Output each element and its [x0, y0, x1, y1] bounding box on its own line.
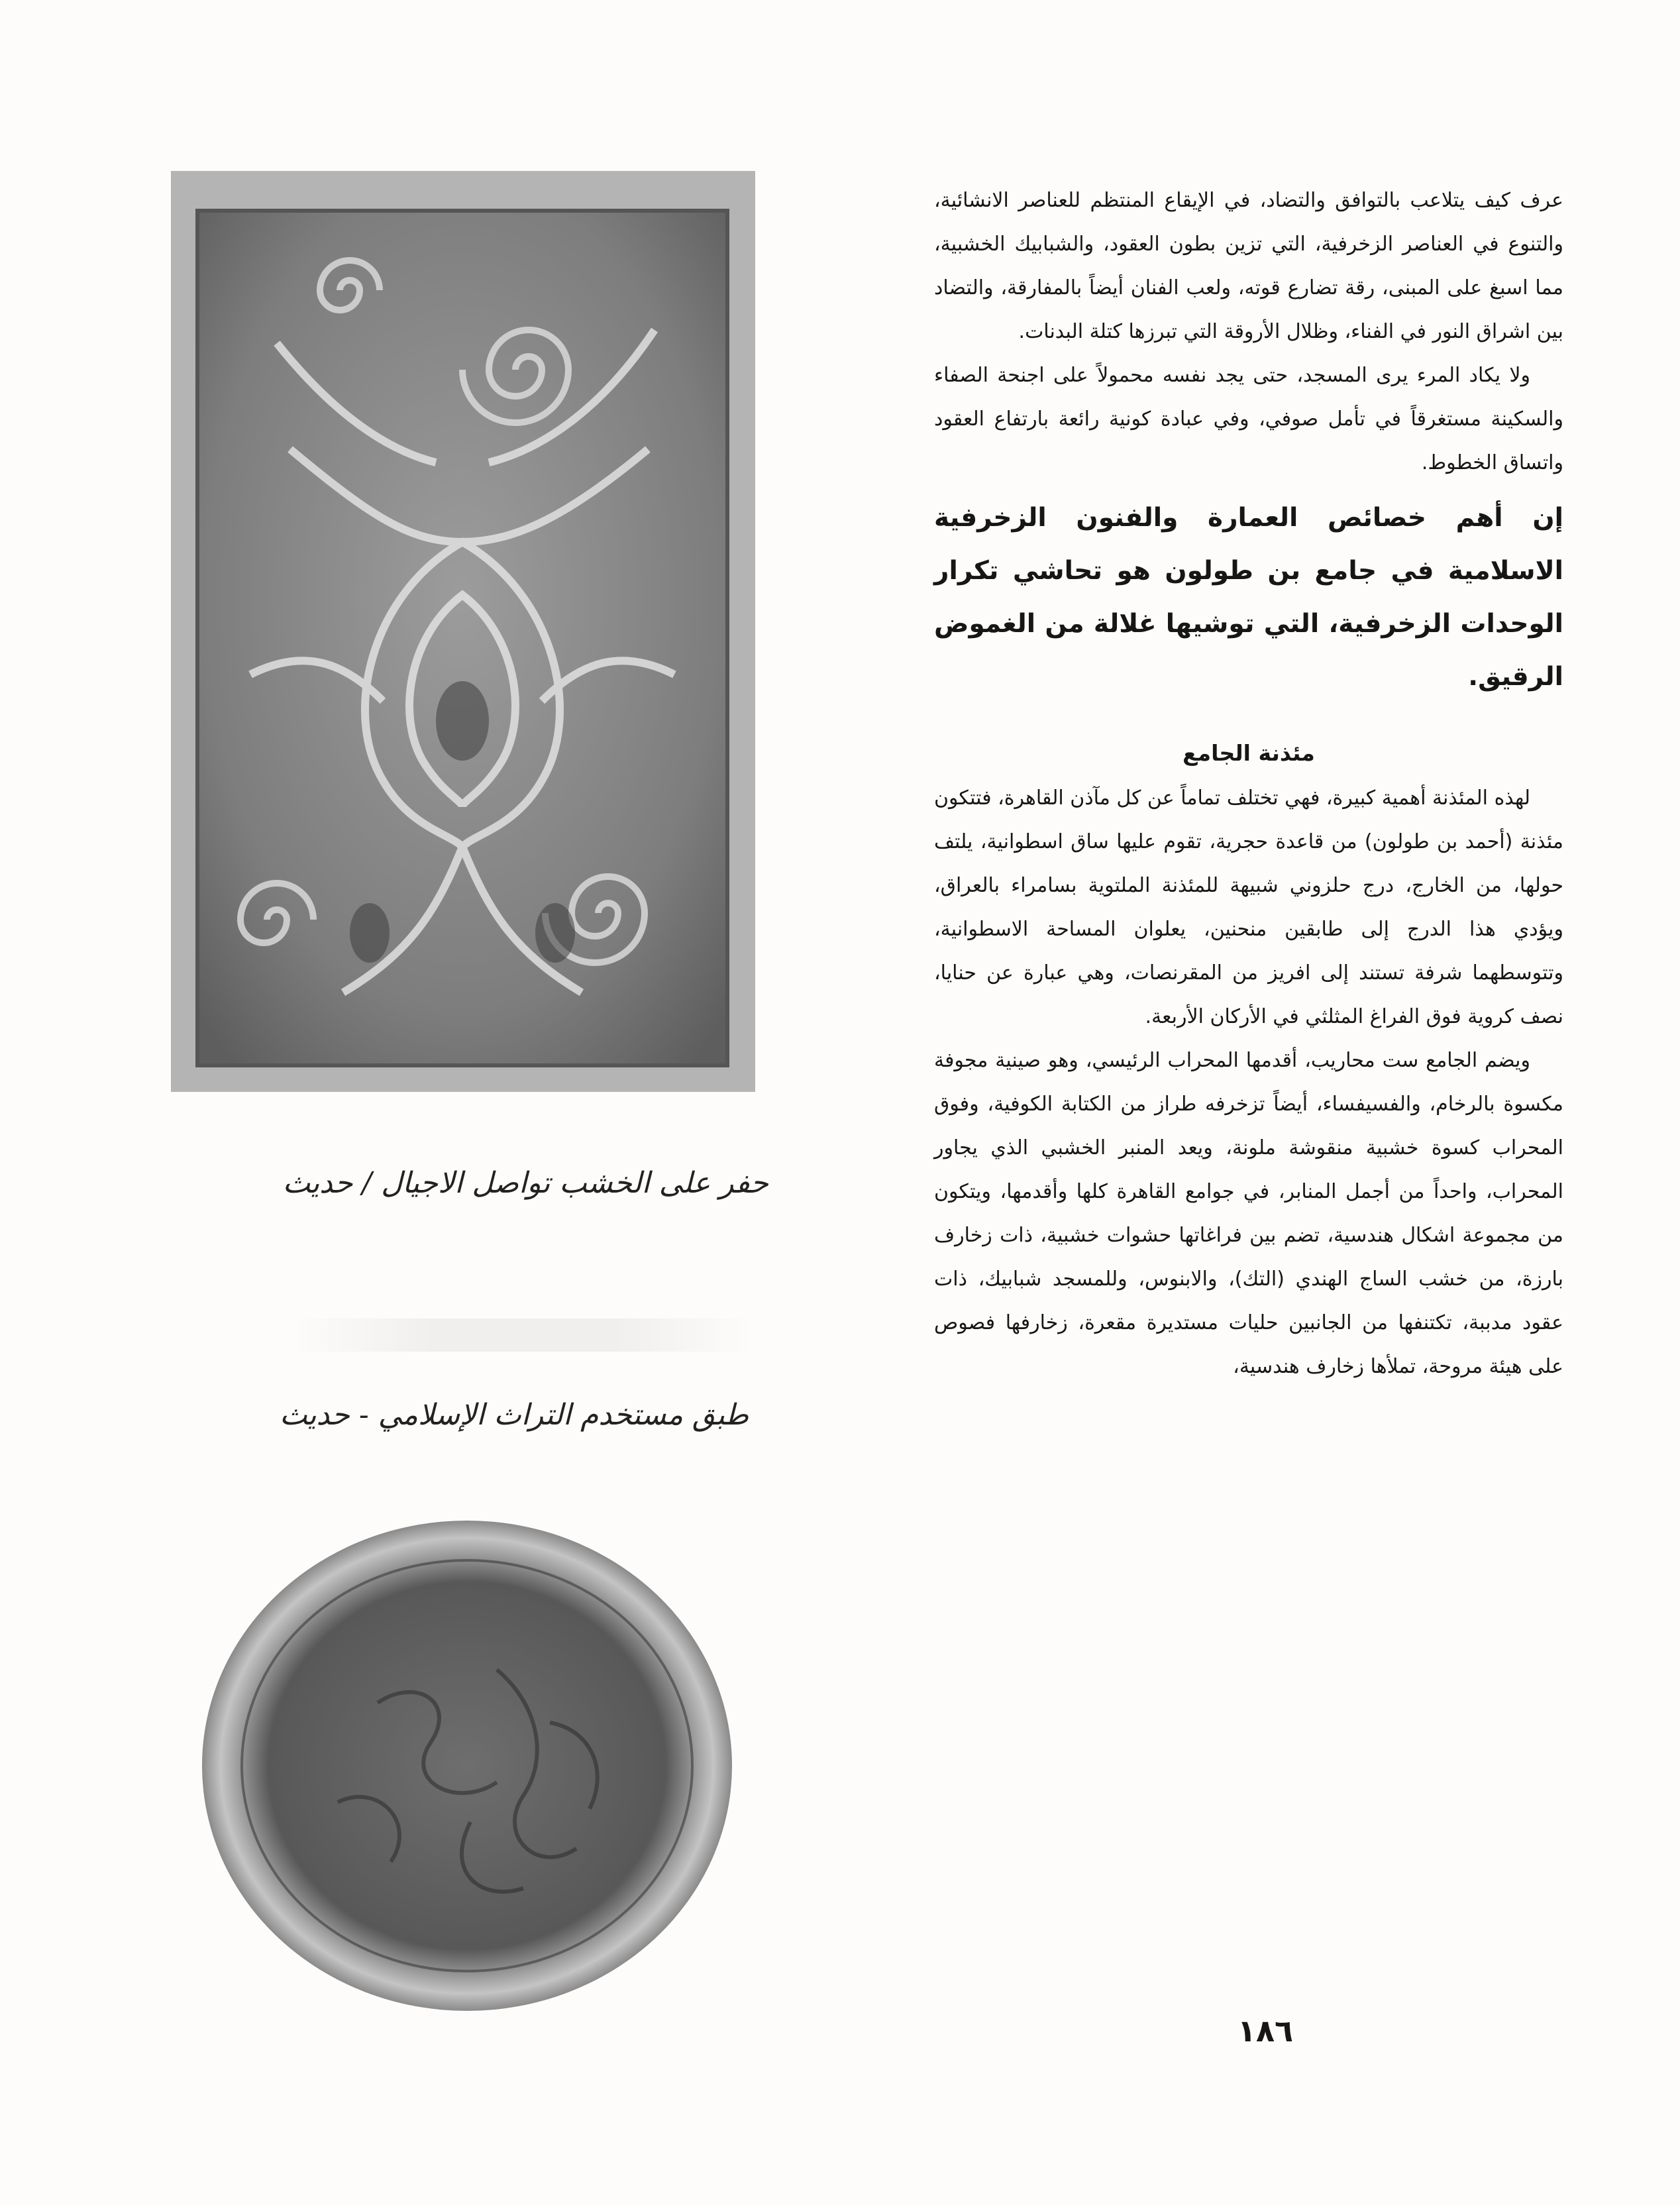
panel-caption: حفر على الخشب تواصل الاجيال / حديث	[282, 1166, 768, 1200]
page-number: ١٨٦	[1237, 2013, 1294, 2049]
decorated-plate-photo	[179, 1504, 755, 2027]
article-paragraph: عرف كيف يتلاعب بالتوافق والتضاد، في الإيقاع المنتظم للعناصر الانشائية، والتنوع في العناصر الزخرفية، التي تزين بطون العقود، والشبابيك الخشبية، مما اسبغ على المبنى، رقة تضارع قوته، ولعب الفنان أيضاً بالمفارقة، والتضاد بين اشراق النور في الفناء، وظلال الأروقة التي تبرزها كتلة البدنات.	[934, 189, 1563, 343]
emphasis-paragraph: إن أهم خصائص العمارة والفنون الزخرفية الاسلامية في جامع بن طولون هو تحاشي تكرار الوحدات الزخرفية، التي توشيها غلالة من الغموض الرقيق.	[934, 503, 1563, 692]
article-paragraph: لهذه المئذنة أهمية كبيرة، فهي تختلف تماماً عن كل مآذن القاهرة، فتتكون مئذنة (أحمد بن طولون) من قاعدة حجرية، تقوم عليها ساق اسطوانية، يلتف حولها، من الخارج، درج حلزوني شبيهة للمئذنة الملتوية بسامراء بالعراق، ويؤدي هذا الدرج إلى طابقين منحنين، يعلوان المساحة الاسطوانية، وتتوسطهما شرفة تستند إلى افريز من المقرنصات، وهي عبارة عن حنايا، نصف كروية فوق الفراغ المثلثي في الأركان الأربعة.	[934, 786, 1563, 1028]
article-paragraph: ويضم الجامع ست محاريب، أقدمها المحراب الرئيسي، وهو صينية مجوفة مكسوة بالرخام، والفسيفساء، أيضاً تزخرفه طراز من الكتابة الكوفية، وفوق المحراب كسوة خشبية منقوشة ملونة، ويعد المنبر الخشبي الذي يجاور المحراب، واحداً من أجمل المنابر، في جوامع القاهرة كلها وأقدمها، ويتكون من مجموعة اشكال هندسية، تضم بين فراغاتها حشوات خشبية، ذات زخارف بارزة، من خشب الساج الهندي (التك)، والابنوس، وللمسجد شبابيك، ذات عقود مدببة، تكتنفها من الجانبين حليات مستديرة مقعرة، زخارفها فصوص على هيئة مروحة، تملأها زخارف هندسية،	[934, 1049, 1563, 1378]
plate-caption: طبق مستخدم التراث الإسلامي - حديث	[280, 1398, 749, 1432]
carved-wood-panel-photo	[171, 171, 755, 1092]
article-text-column	[934, 179, 1563, 1389]
bleed-through-shadow	[291, 1318, 755, 1352]
article-paragraph: ولا يكاد المرء يرى المسجد، حتى يجد نفسه محمولاً على اجنحة الصفاء والسكينة مستغرقاً في تأمل صوفي، وفي عبادة كونية رائعة بارتفاع العقود واتساق الخطوط.	[934, 364, 1563, 474]
section-heading: مئذنة الجامع	[1182, 740, 1315, 766]
